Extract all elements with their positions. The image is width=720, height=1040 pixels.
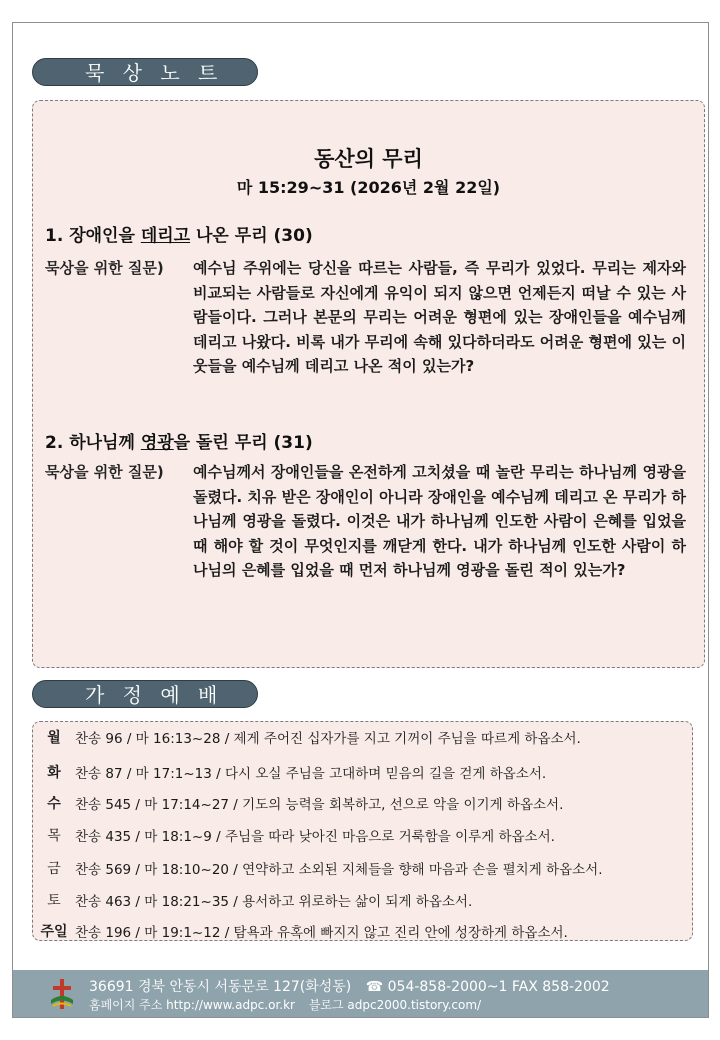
question-2-heading (45, 428, 313, 453)
question-1-heading-underlined: 데리고 (140, 226, 191, 246)
worship-text: 찬송 96 / 마 16:13~28 / 제게 주어진 십자가를 지고 기꺼이 주님을 따르게 하옵소서. (75, 731, 581, 747)
footer-phone: ☎ 054-858-2000~1 FAX 858-2002 (365, 979, 610, 995)
worship-text: 찬송 435 / 마 18:1~9 / 주님을 따라 낮아진 마음으로 거룩함을 이루게 하옵소서. (75, 829, 555, 845)
meditation-title: 동산의 무리 (314, 147, 423, 171)
worship-section-label: 가 정 예 배 (32, 680, 258, 708)
question-1-body: 예수님 주위에는 당신을 따르는 사람들, 즉 무리가 있었다. 무리는 제자와 비교되는 사람들로 자신에게 유익이 되지 않으면 언제든지 떠날 수 있는 사람들이다. 그러나 본문의 무리는 어려운 형편에 있는 장애인들을 예수님께 데리고 나왔다. 비록 내가 무리에 속해 있다하더라도 어려운 형편에 있는 이웃들을 예수님께 데리고 나온 적이 있는가? (193, 259, 686, 375)
question-1-heading (45, 221, 313, 246)
worship-text: 찬송 196 / 마 19:1~12 / 탐욕과 유혹에 빠지지 않고 진리 안에 성장하게 하옵소서. (75, 925, 568, 941)
worship-row-sat (33, 887, 472, 913)
question-1-label: 묵상을 위한 질문) (45, 259, 164, 277)
worship-row-tue (33, 759, 546, 785)
worship-day: 토 (47, 893, 61, 909)
worship-row-mon (33, 724, 581, 750)
worship-day: 주일 (40, 924, 68, 940)
footer-banner (13, 970, 708, 1017)
worship-row-wed (33, 790, 563, 816)
worship-row-sun (33, 918, 568, 944)
question-1-heading-prefix: 1. 장애인을 (45, 226, 141, 246)
question-2-heading-suffix: 을 돌린 무리 (31) (173, 433, 313, 453)
meditation-box (32, 100, 705, 668)
meditation-section-label: 묵 상 노 트 (32, 58, 258, 86)
worship-row-thu (33, 822, 555, 848)
worship-text: 찬송 569 / 마 18:10~20 / 연약하고 소외된 지체들을 향해 마음과 손을 펼치게 하옵소서. (75, 862, 603, 878)
footer-web-line (89, 996, 491, 1013)
meditation-reference: 마 15:29~31 (2026년 2월 22일) (236, 178, 501, 197)
worship-day: 금 (47, 861, 61, 877)
worship-day: 월 (47, 730, 61, 746)
worship-day: 목 (47, 828, 61, 844)
worship-text: 찬송 87 / 마 17:1~13 / 다시 오실 주님을 고대하며 믿음의 길을 걷게 하옵소서. (75, 766, 547, 782)
question-2-label: 묵상을 위한 질문) (45, 463, 164, 481)
footer-contact-line (89, 976, 620, 996)
worship-text: 찬송 463 / 마 18:21~35 / 용서하고 위로하는 삶이 되게 하옵소서. (75, 894, 473, 910)
worship-row-fri (33, 855, 602, 881)
question-2-heading-prefix: 2. 하나님께 (45, 433, 141, 453)
church-cross-logo-icon (49, 978, 75, 1010)
worship-text: 찬송 545 / 마 17:14~27 / 기도의 능력을 회복하고, 선으로 악을 이기게 하옵소서. (75, 797, 564, 813)
footer-blog-link[interactable]: 블로그 adpc2000.tistory.com/ (308, 998, 482, 1012)
question-1-heading-suffix: 나온 무리 (30) (190, 226, 313, 246)
question-2-body: 예수님께서 장애인들을 온전하게 고치셨을 때 놀란 무리는 하나님께 영광을 돌렸다. 치유 받은 장애인이 아니라 장애인을 예수님께 데리고 온 무리가 하나님께 영광을 돌렸다. 이것은 내가 하나님께 인도한 사람이 은혜를 입었을 때 해야 할 것이 무엇인지를 깨닫게 한다. 내가 하나님께 인도한 사람이 하나님의 은혜를 입었을 때 먼저 하나님께 영광을 돌린 적이 있는가? (193, 463, 686, 579)
worship-box (32, 721, 693, 941)
worship-day: 수 (47, 796, 61, 812)
footer-homepage-link[interactable]: 홈페이지 주소 http://www.adpc.or.kr (89, 998, 295, 1012)
question-2-heading-underlined: 영광 (140, 433, 174, 453)
worship-day: 화 (47, 765, 61, 781)
footer-address: 36691 경북 안동시 서동문로 127(화성동) (89, 979, 352, 995)
